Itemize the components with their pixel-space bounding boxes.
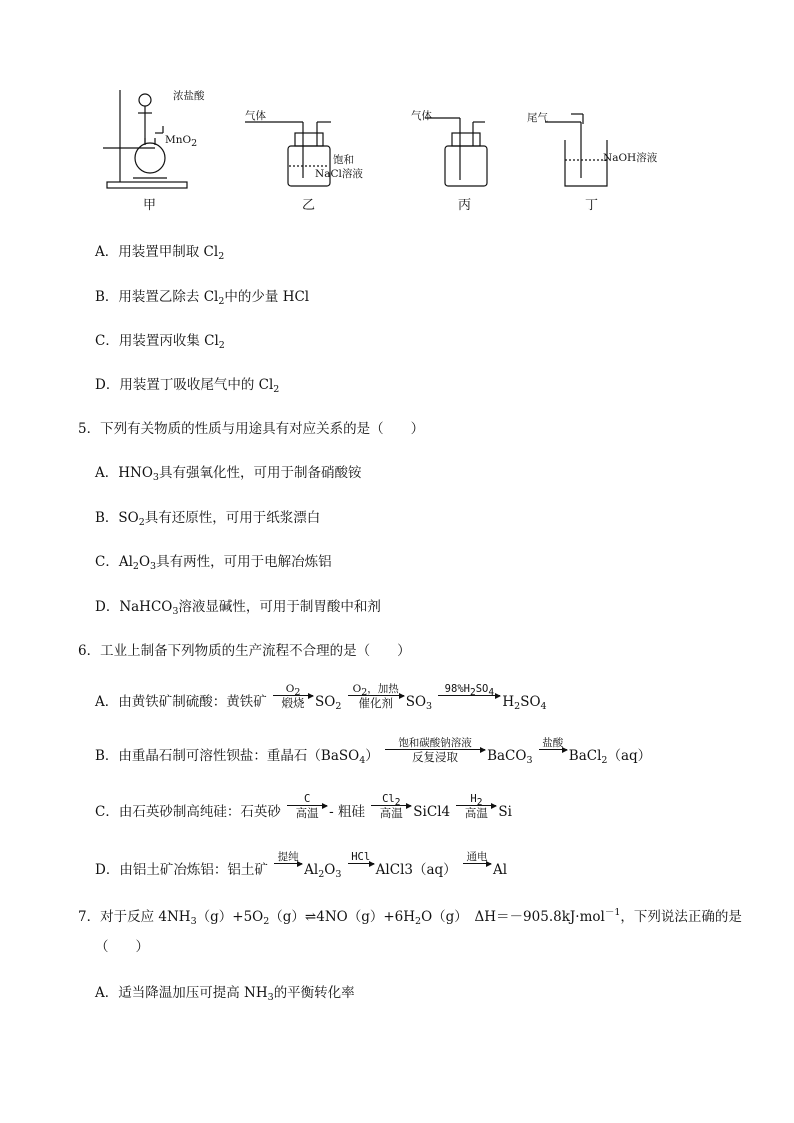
arrow-c1: C 高温 (287, 794, 327, 820)
label-saturated: 饱和 (333, 154, 354, 166)
label-mno2: MnO$_2$ (165, 134, 198, 149)
label-naoh: NaOH溶液 (603, 152, 658, 164)
q4-option-d: D．用装置丁吸收尾气中的 $Cl_2$ (95, 377, 280, 395)
q5-option-c: C．$Al_2O_3$具有两性，可用于电解冶炼铝 (95, 554, 332, 572)
arrow-b1: 饱和碳酸钠溶液 反复浸取 (385, 738, 485, 764)
q6-option-b: B．由重晶石制可溶性钡盐：重晶石（BaSO$_4$） 饱和碳酸钠溶液 反复浸取 BaCO$_3$ 盐酸 BaCl$_2$（aq） (95, 737, 652, 766)
caption-jia: 甲 (143, 198, 157, 213)
arrow-a2: $O_2$，加热 催化剂 (348, 684, 404, 710)
q4-option-b: B．用装置乙除去 $Cl_2$中的少量 HCl (95, 289, 310, 307)
q5-option-b: B．$SO_2$具有还原性，可用于纸浆漂白 (95, 510, 321, 528)
q6-option-c: C．由石英砂制高纯硅：石英砂 C 高温 - 粗硅 $Cl_2$ 高温 SiCl4 $H_2$ 高温 Si (95, 793, 512, 820)
q6-option-a: A．由黄铁矿制硫酸：黄铁矿 $O_2$ 煅烧 $SO_2$ $O_2$，加热 催化剂 $SO_3$ $98\%H_2SO_4$ $H_2SO_4$ (95, 683, 547, 712)
arrow-a1: $O_2$ 煅烧 (273, 684, 313, 710)
label-nacl: NaCl溶液 (315, 168, 363, 180)
arrow-a3: $98\%H_2SO_4$ (438, 684, 500, 710)
arrow-d2: HCl (348, 852, 374, 878)
q5-option-a: A．$HNO_3$具有强氧化性，可用于制备硝酸铵 (95, 465, 362, 483)
q5-option-d: D．NaHCO$_3$溶液显碱性，可用于制胃酸中和剂 (95, 599, 381, 617)
caption-bing: 丙 (458, 198, 472, 213)
label-gas-bing: 气体 (411, 110, 432, 122)
q6-option-d: D．由铝土矿冶炼铝：铝土矿 提纯 $Al_2O_3$ HCl AlCl3（aq） 通电 Al (95, 851, 508, 880)
label-conc-hcl: 浓盐酸 (173, 90, 205, 102)
arrow-c2: $Cl_2$ 高温 (371, 794, 411, 820)
arrow-b2: 盐酸 (539, 738, 567, 764)
arrow-d3: 通电 (463, 852, 491, 878)
q5-stem: 5．下列有关物质的性质与用途具有对应关系的是（ ） (78, 421, 425, 437)
arrow-c3: $H_2$ 高温 (456, 794, 496, 820)
q6-stem: 6．工业上制备下列物质的生产流程不合理的是（ ） (78, 643, 411, 659)
arrow-d1: 提纯 (274, 852, 302, 878)
q4-option-c: C．用装置丙收集 $Cl_2$ (95, 333, 225, 351)
apparatus-figure (95, 78, 675, 213)
label-tail-gas: 尾气 (527, 112, 548, 124)
q7-stem-line2: （ ） (95, 939, 149, 955)
label-gas-yi: 气体 (245, 110, 266, 122)
caption-ding: 丁 (585, 198, 599, 213)
q7-stem: 7．对于反应 $4NH_3(g)+5O_2(g)\rightleftharpoons 4NO(g)+6H_2O(g)$ ΔH＝－905.8kJ·mol$^{-1}$，下列说法正确的是 (78, 907, 742, 927)
caption-yi: 乙 (302, 198, 316, 213)
q4-option-a: A．用装置甲制取 $Cl_2$ (95, 244, 225, 262)
q7-option-a: A．适当降温加压可提高 $NH_3$的平衡转化率 (95, 985, 355, 1003)
